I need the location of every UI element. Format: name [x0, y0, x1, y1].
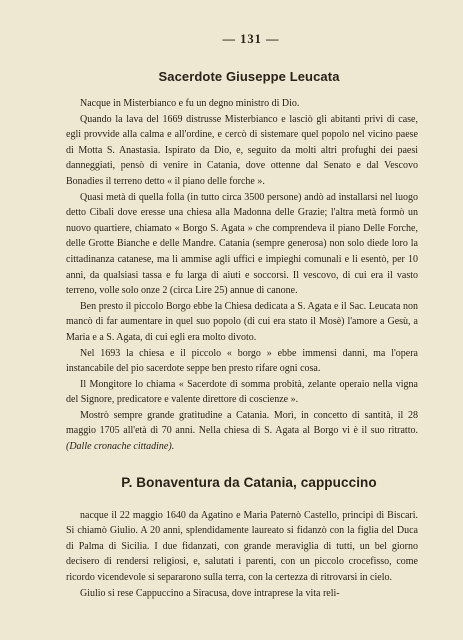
paragraph-text: Mostrò sempre grande gratitudine a Catania. Morì, in concetto di santità, il 28 maggio 1705 all'età di 70 anni. Nella chiesa di S. Agata al Borgo vi è il suo ritratto.: [66, 409, 418, 437]
section-title: Sacerdote Giuseppe Leucata: [158, 69, 340, 84]
attribution: (Dalle cronache cittadine).: [66, 441, 175, 453]
paragraph: Ben presto il piccolo Borgo ebbe la Chiesa dedicata a S. Agata e il Sac. Leucata non mancò di far aumentare in quel suo popolo (di cui era stato il Mosè) l'amore a Gesù, a Maria e a S. Agata, di cui egli era molto divoto.: [66, 300, 418, 343]
paragraph: Quasi metà di quella folla (in tutto circa 3500 persone) andò ad installarsi nel luogo detto Cibali dove eresse una chiesa alla Madonna delle Grazie; l'altra metà formò un nuovo quartiere, chiamato « Borgo S. Agata » che comprendeva il piano Delle Forche, delle Grotte Bianche e delle Mandre. Catania (sempre generosa) non solo diede loro la cittadinanza catanese, ma li ammise agli uffici e impieghi comunali e li esentò, per 10 anni, da qualsiasi tassa e fu larga di aiuti e soccorsi. Il vescovo, di cui era il vasto terreno, volle solo onze 2 (circa Lire 25) annue di canone.: [66, 191, 418, 297]
section-title: P. Bonaventura da Catania, cappuccino: [121, 474, 377, 490]
paragraph: Quando la lava del 1669 distrusse Misterbianco e lasciò gli abitanti privi di case, egli provvide alla calma e all'ordine, e cercò di sistemare quel popolo nel vicino paese di Motta S. Anastasia. Ispirato da Dio, e, seguito da molti altri profughi dei paesi danneggiati, pensò di venire in Catania, dove ottenne dal Senato e dal Vescovo Bonadies il terreno detto « il piano delle forche ».: [66, 113, 418, 187]
paragraph: nacque il 22 maggio 1640 da Agatino e Maria Paternò Castello, principi di Biscari. Si chiamò Giulio. A 20 anni, splendidamente laureato si fidanzò con la figlia del Duca di Palma di Sicilia. I due fidanzati, con grande meraviglia di tutti, un bel giorno decisero di rendersi religiosi, e, salutati i parenti, con un piccolo crocefisso, come ricordo vicendevole si separarono sulla terra, con la certezza di ritrovarsi in cielo.: [66, 509, 418, 584]
paragraph: Nel 1693 la chiesa e il piccolo « borgo » ebbe immensi danni, ma l'opera instancabile del pio sacerdote seppe ben presto rifare ogni cosa.: [66, 347, 418, 375]
paragraph: Giulio si rese Cappuccino a Siracusa, dove intraprese la vita reli-: [80, 587, 340, 599]
page-number: — 131 —: [222, 32, 280, 46]
paragraph: Nacque in Misterbianco e fu un degno ministro di Dio.: [80, 98, 300, 109]
paragraph: [66, 408, 418, 455]
paragraph: Il Mongitore lo chiama « Sacerdote di somma probità, zelante operaio nella vigna del Signore, predicatore e valente direttore di coscienze ».: [66, 378, 418, 406]
